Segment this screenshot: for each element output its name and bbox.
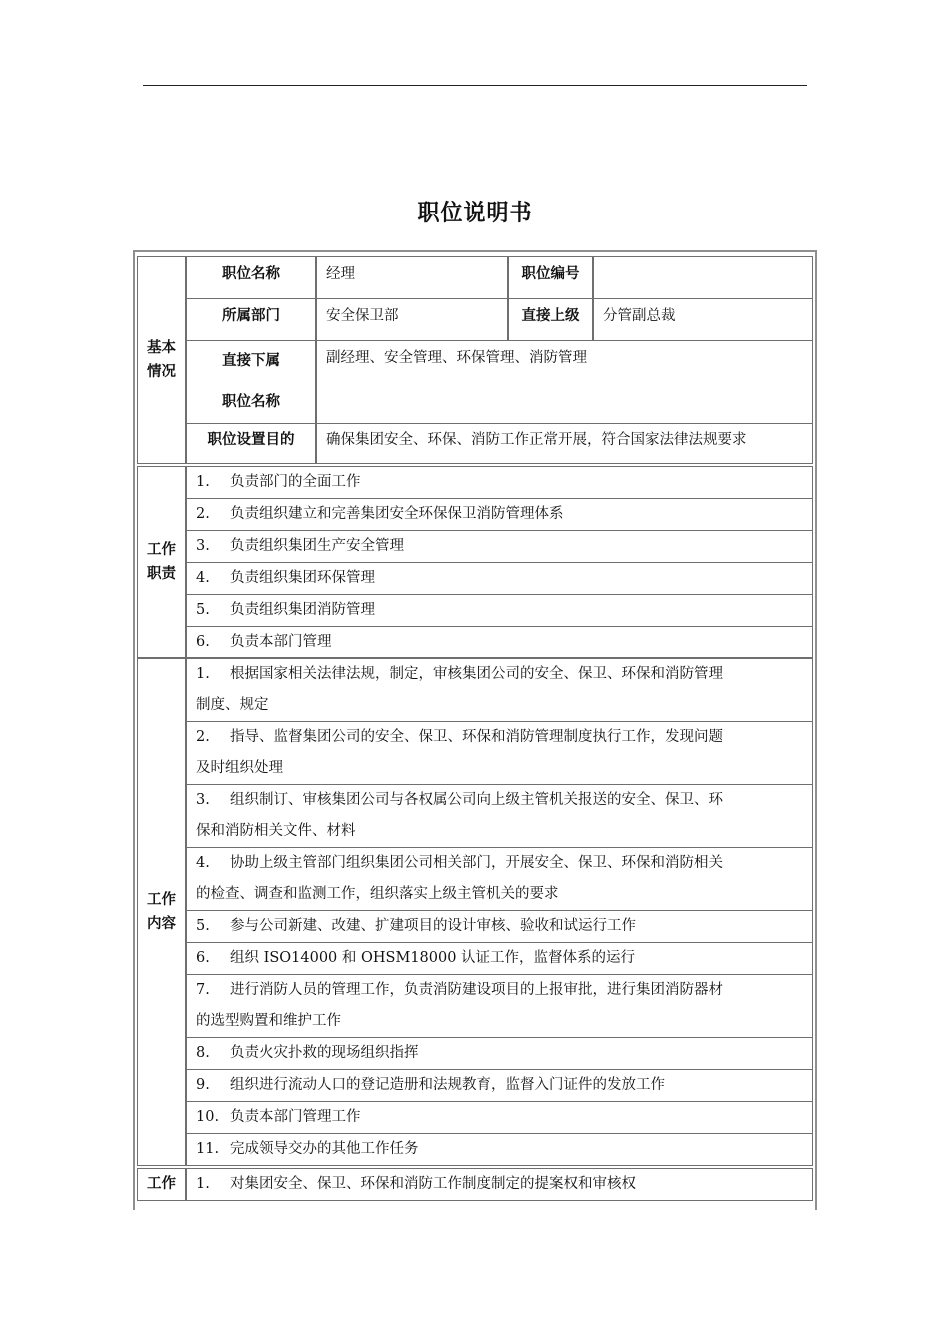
content-item [186,784,813,848]
content-number: 1. [196,666,210,682]
content-item [186,974,813,1038]
content-number: 7. [196,982,210,998]
content-item [186,1133,813,1166]
content-text: 负责本部门管理工作 [230,1109,361,1125]
content-item [186,910,813,943]
content-line-1 [196,785,806,816]
duty-item [186,466,813,499]
content-line-1 [196,722,806,753]
content-text: 负责火灾扑救的现场组织指挥 [230,1045,419,1061]
superior-value: 分管副总裁 [593,298,813,341]
content-number: 9. [196,1077,210,1093]
duty-item [186,562,813,595]
content-line-2: 保和消防相关文件、材料 [196,823,356,839]
duty-number: 5. [196,602,210,618]
section-authority-label: 工作 [137,1168,186,1201]
subordinates-label [186,340,316,424]
subordinates-value: 副经理、安全管理、环保管理、消防管理 [316,340,813,424]
content-number: 6. [196,950,210,966]
duty-number: 1. [196,474,210,490]
duty-text: 负责组织集团消防管理 [230,602,375,618]
content-item [186,1069,813,1102]
duty-number: 4. [196,570,210,586]
content-text: 组织制订、审核集团公司与各权属公司向上级主管机关报送的安全、保卫、环 [230,792,723,808]
content-text: 参与公司新建、改建、扩建项目的设计审核、验收和试运行工作 [230,918,636,934]
section-duties-label: 工作 职责 [137,466,186,658]
department-value: 安全保卫部 [316,298,508,341]
authority-number: 1. [196,1176,210,1192]
page-title: 职位说明书 [417,201,533,226]
content-line-1 [196,848,806,879]
content-text: 进行消防人员的管理工作，负责消防建设项目的上报审批，进行集团消防器材 [230,982,723,998]
duty-number: 2. [196,506,210,522]
content-number: 11. [196,1141,220,1157]
duty-item [186,594,813,627]
content-text: 完成领导交办的其他工作任务 [230,1141,419,1157]
superior-label: 直接上级 [508,298,593,341]
duty-item [186,530,813,563]
duty-number: 6. [196,634,210,650]
position-name-label: 职位名称 [186,256,316,299]
department-label: 所属部门 [186,298,316,341]
content-line-2: 的检查、调查和监测工作，组织落实上级主管机关的要求 [196,886,559,902]
content-text: 组织进行流动人口的登记造册和法规教育，监督入门证件的发放工作 [230,1077,665,1093]
content-text: 指导、监督集团公司的安全、保卫、环保和消防管理制度执行工作，发现问题 [230,729,723,745]
duty-text: 负责组织集团生产安全管理 [230,538,404,554]
content-item [186,1101,813,1134]
content-item [186,1037,813,1070]
duty-number: 3. [196,538,210,554]
header-rule [143,85,807,86]
content-line-2: 及时组织处理 [196,760,283,776]
authority-item [186,1168,813,1201]
duty-item [186,626,813,658]
duty-item [186,498,813,531]
position-name-value: 经理 [316,256,508,299]
content-item [186,658,813,722]
content-number: 2. [196,729,210,745]
content-line-2: 的选型购置和维护工作 [196,1013,341,1029]
content-item [186,721,813,785]
content-text: 根据国家相关法律法规，制定，审核集团公司的安全、保卫、环保和消防管理 [230,666,723,682]
duty-text: 负责本部门管理 [230,634,332,650]
duty-text: 负责组织建立和完善集团安全环保保卫消防管理体系 [230,506,564,522]
position-code-value [593,256,813,299]
content-number: 10. [196,1109,220,1125]
content-line-1 [196,659,806,690]
content-number: 4. [196,855,210,871]
purpose-label: 职位设置目的 [186,423,316,464]
content-number: 3. [196,792,210,808]
content-text: 组织 ISO14000 和 OHSM18000 认证工作，监督体系的运行 [230,950,636,966]
purpose-value: 确保集团安全、环保、消防工作正常开展，符合国家法律法规要求 [316,423,813,464]
content-text: 协助上级主管部门组织集团公司相关部门，开展安全、保卫、环保和消防相关 [230,855,723,871]
duty-text: 负责部门的全面工作 [230,474,361,490]
position-code-label: 职位编号 [508,256,593,299]
subordinates-label-line2: 职位名称 [222,394,280,410]
content-line-2: 制度、规定 [196,697,269,713]
duty-text: 负责组织集团环保管理 [230,570,375,586]
section-basic-label: 基本 情况 [137,256,186,464]
content-item [186,847,813,911]
content-number: 8. [196,1045,210,1061]
content-item [186,942,813,975]
section-content-label: 工作 内容 [137,658,186,1166]
authority-text: 对集团安全、保卫、环保和消防工作制度制定的提案权和审核权 [230,1176,636,1192]
content-number: 5. [196,918,210,934]
content-line-1 [196,975,806,1006]
subordinates-label-line1: 直接下属 [222,353,280,369]
